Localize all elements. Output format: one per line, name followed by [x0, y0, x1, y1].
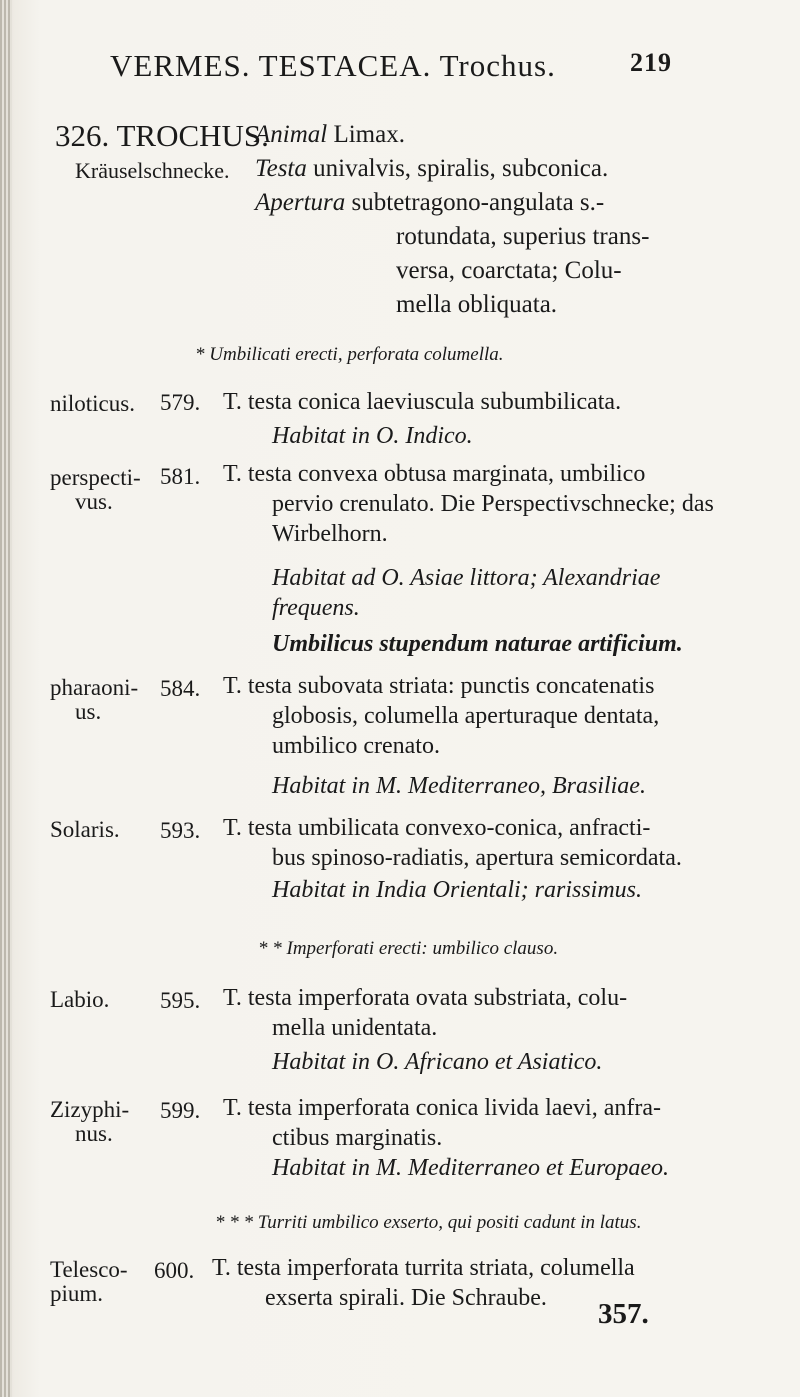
- running-head-title: VERMES. TESTACEA. Trochus.: [110, 48, 556, 83]
- species-description-line: globosis, columella aperturaque dentata,: [272, 703, 660, 729]
- genus-animal: [255, 119, 405, 150]
- apertura-line-4: mella obliquata.: [396, 291, 558, 318]
- species-description-line: ctibus marginatis.: [272, 1125, 443, 1151]
- species-habitat: Habitat in O. Indico.: [272, 423, 473, 449]
- species-number: 600.: [154, 1258, 195, 1283]
- section-heading-turriti: * * * Turriti umbilico exserto, qui positi cadunt in latus.: [215, 1212, 642, 1233]
- species-description-line: umbilico crenato.: [272, 733, 440, 759]
- species-name-niloticus: niloticus.: [50, 391, 135, 416]
- species-name-pharaonius-2: us.: [75, 699, 102, 724]
- species-name-perspectivus-2: vus.: [75, 489, 113, 514]
- page-spine-shadow: [0, 0, 12, 1397]
- species-description-line: pervio crenulato. Die Perspectivschnecke; das: [272, 491, 714, 517]
- genus-testa: [255, 153, 608, 184]
- genus-apertura: [255, 187, 604, 218]
- species-name-solaris: Solaris.: [50, 817, 120, 842]
- species-description-line: T. testa imperforata conica livida laevi, anfra-: [223, 1095, 661, 1121]
- apertura-label: Apertura: [255, 189, 346, 216]
- testa-value: univalvis, spiralis, subconica.: [313, 155, 609, 182]
- genus-name: TROCHUS.: [116, 118, 269, 153]
- species-name-perspectivus: perspecti-: [50, 465, 141, 490]
- species-habitat: Habitat in M. Mediterraneo, Brasiliae.: [272, 773, 646, 799]
- animal-value: Limax.: [333, 121, 405, 148]
- signature-mark: 357.: [598, 1298, 649, 1330]
- species-name-labio: Labio.: [50, 987, 110, 1012]
- species-habitat: Habitat ad O. Asiae littora; Alexandriae: [272, 565, 661, 591]
- species-number: 581.: [160, 464, 201, 489]
- species-number: 579.: [160, 390, 201, 415]
- species-description-line: T. testa imperforata turrita striata, columella: [212, 1255, 635, 1281]
- species-description-line: T. testa subovata striata: punctis concatenatis: [223, 673, 655, 699]
- species-number: 584.: [160, 676, 201, 701]
- species-habitat: Habitat in India Orientali; rarissimus.: [272, 877, 643, 903]
- species-number: 595.: [160, 988, 201, 1013]
- species-habitat-extra: frequens.: [272, 595, 360, 621]
- apertura-line-1: subtetragono-angulata s.-: [351, 189, 605, 216]
- species-habitat: Habitat in O. Africano et Asiatico.: [272, 1049, 603, 1075]
- apertura-line-2: rotundata, superius trans-: [396, 223, 650, 250]
- species-number: 593.: [160, 818, 201, 843]
- species-name-zizyphinus-2: nus.: [75, 1121, 113, 1146]
- genus-german-name: Kräuselschnecke.: [75, 158, 230, 183]
- section-heading-umbilicati: * Umbilicati erecti, perforata columella.: [195, 344, 504, 365]
- genus-heading: [55, 118, 269, 154]
- testa-label: Testa: [255, 155, 307, 182]
- species-name-pharaonius: pharaoni-: [50, 675, 139, 700]
- species-number: 599.: [160, 1098, 201, 1123]
- species-description-line: T. testa imperforata ovata substriata, colu-: [223, 985, 628, 1011]
- species-description-line: Wirbelhorn.: [272, 521, 388, 547]
- species-remark: Umbilicus stupendum naturae artificium.: [272, 631, 683, 657]
- species-description-line: bus spinoso-radiatis, apertura semicordata.: [272, 845, 682, 871]
- species-name-zizyphinus: Zizyphi-: [50, 1097, 130, 1122]
- species-description-line: mella unidentata.: [272, 1015, 438, 1041]
- running-head: [110, 48, 670, 84]
- species-description-line: T. testa umbilicata convexo-conica, anfracti-: [223, 815, 651, 841]
- apertura-line-3: versa, coarctata; Colu-: [396, 257, 622, 284]
- species-name-telescopium: Telesco-: [50, 1257, 128, 1282]
- animal-label: Animal: [255, 121, 328, 148]
- species-description: T. testa conica laeviuscula subumbilicata.: [223, 389, 622, 415]
- page-number: 219: [630, 48, 672, 77]
- genus-number: 326.: [55, 118, 110, 153]
- species-habitat: Habitat in M. Mediterraneo et Europaeo.: [272, 1155, 670, 1181]
- species-description-line: T. testa convexa obtusa marginata, umbilico: [223, 461, 646, 487]
- species-description-line: exserta spirali. Die Schraube.: [265, 1285, 547, 1311]
- species-name-telescopium-2: pium.: [50, 1281, 104, 1306]
- section-heading-imperforati: * * Imperforati erecti: umbilico clauso.: [258, 938, 559, 959]
